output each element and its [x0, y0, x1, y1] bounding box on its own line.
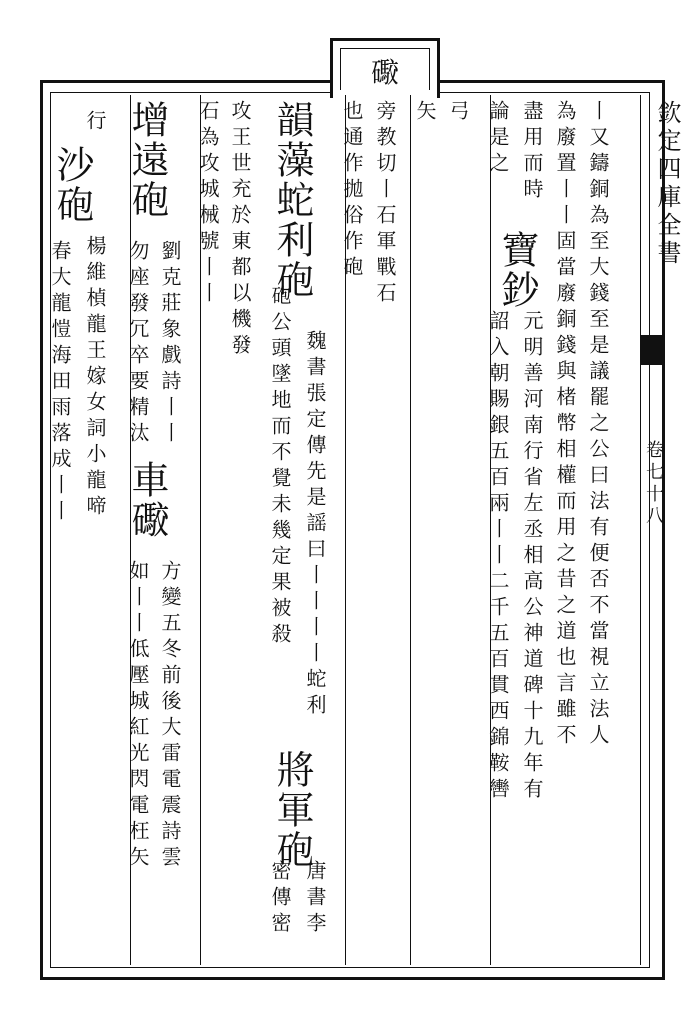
- text-column: 春大龍愷海田雨落成丨丨: [48, 240, 72, 526]
- text-column: 丨又鑄銅為至大錢至是議罷之公曰法有便否不當視立法人: [586, 100, 610, 750]
- text-column: 魏書張定傳先是謡曰丨丨丨丨蛇利: [303, 330, 327, 720]
- fishtail-mark: [640, 335, 665, 365]
- text-column: 元明善河南行省左丞相高公神道碑十九年有: [520, 310, 544, 804]
- text-column: 也通作拋俗作砲: [340, 100, 364, 282]
- text-column: 砲公頭墜地而不覺未幾定果被殺: [268, 285, 292, 649]
- text-column: 勿座發冗卒要精汰: [126, 240, 150, 448]
- text-column: 劉克莊象戲詩丨丨: [158, 240, 182, 448]
- heading-tab-title: 礮: [370, 56, 399, 89]
- book-title-margin: 欽定四庫全書: [653, 100, 681, 268]
- headword-column: 將軍砲: [270, 750, 314, 870]
- text-column: 如丨丨低壓城紅光閃電枉矢: [126, 560, 150, 872]
- text-column: 密傳密: [268, 860, 292, 938]
- text-column: 詔入朝賜銀五百兩丨丨二千五百貫西錦鞍轡: [486, 310, 510, 804]
- text-column: 矢: [413, 100, 437, 126]
- text-column: 弓: [446, 100, 470, 126]
- text-column: 盡用而時: [520, 100, 544, 204]
- text-column: 石為攻城械號丨丨: [196, 100, 220, 308]
- text-column: 攻王世充於東都以機發: [228, 100, 252, 360]
- text-column: 唐書李: [303, 860, 327, 938]
- volume-number: 卷七十八: [643, 440, 664, 528]
- text-column: 為廢置丨丨固當廢銅錢與楮幣相權而用之昔之道也言雖不: [553, 100, 577, 750]
- text-column: 楊維楨龍王嫁女詞小龍啼: [83, 235, 107, 521]
- text-column: 方變五冬前後大雷電震詩雲: [158, 560, 182, 872]
- headword-column: 車礮: [125, 460, 169, 540]
- text-column: 旁教切丨石軍戰石: [373, 100, 397, 308]
- text-column: 行: [83, 110, 107, 136]
- headword-column: 寶鈔: [495, 230, 539, 310]
- headword-column: 沙砲: [50, 145, 94, 225]
- headword-column: 增遠砲: [125, 100, 169, 220]
- column-rule: [640, 95, 641, 965]
- column-rule: [410, 95, 411, 965]
- text-column: 論是之: [486, 100, 510, 178]
- headword-column: 韻藻蛇利砲: [270, 100, 314, 300]
